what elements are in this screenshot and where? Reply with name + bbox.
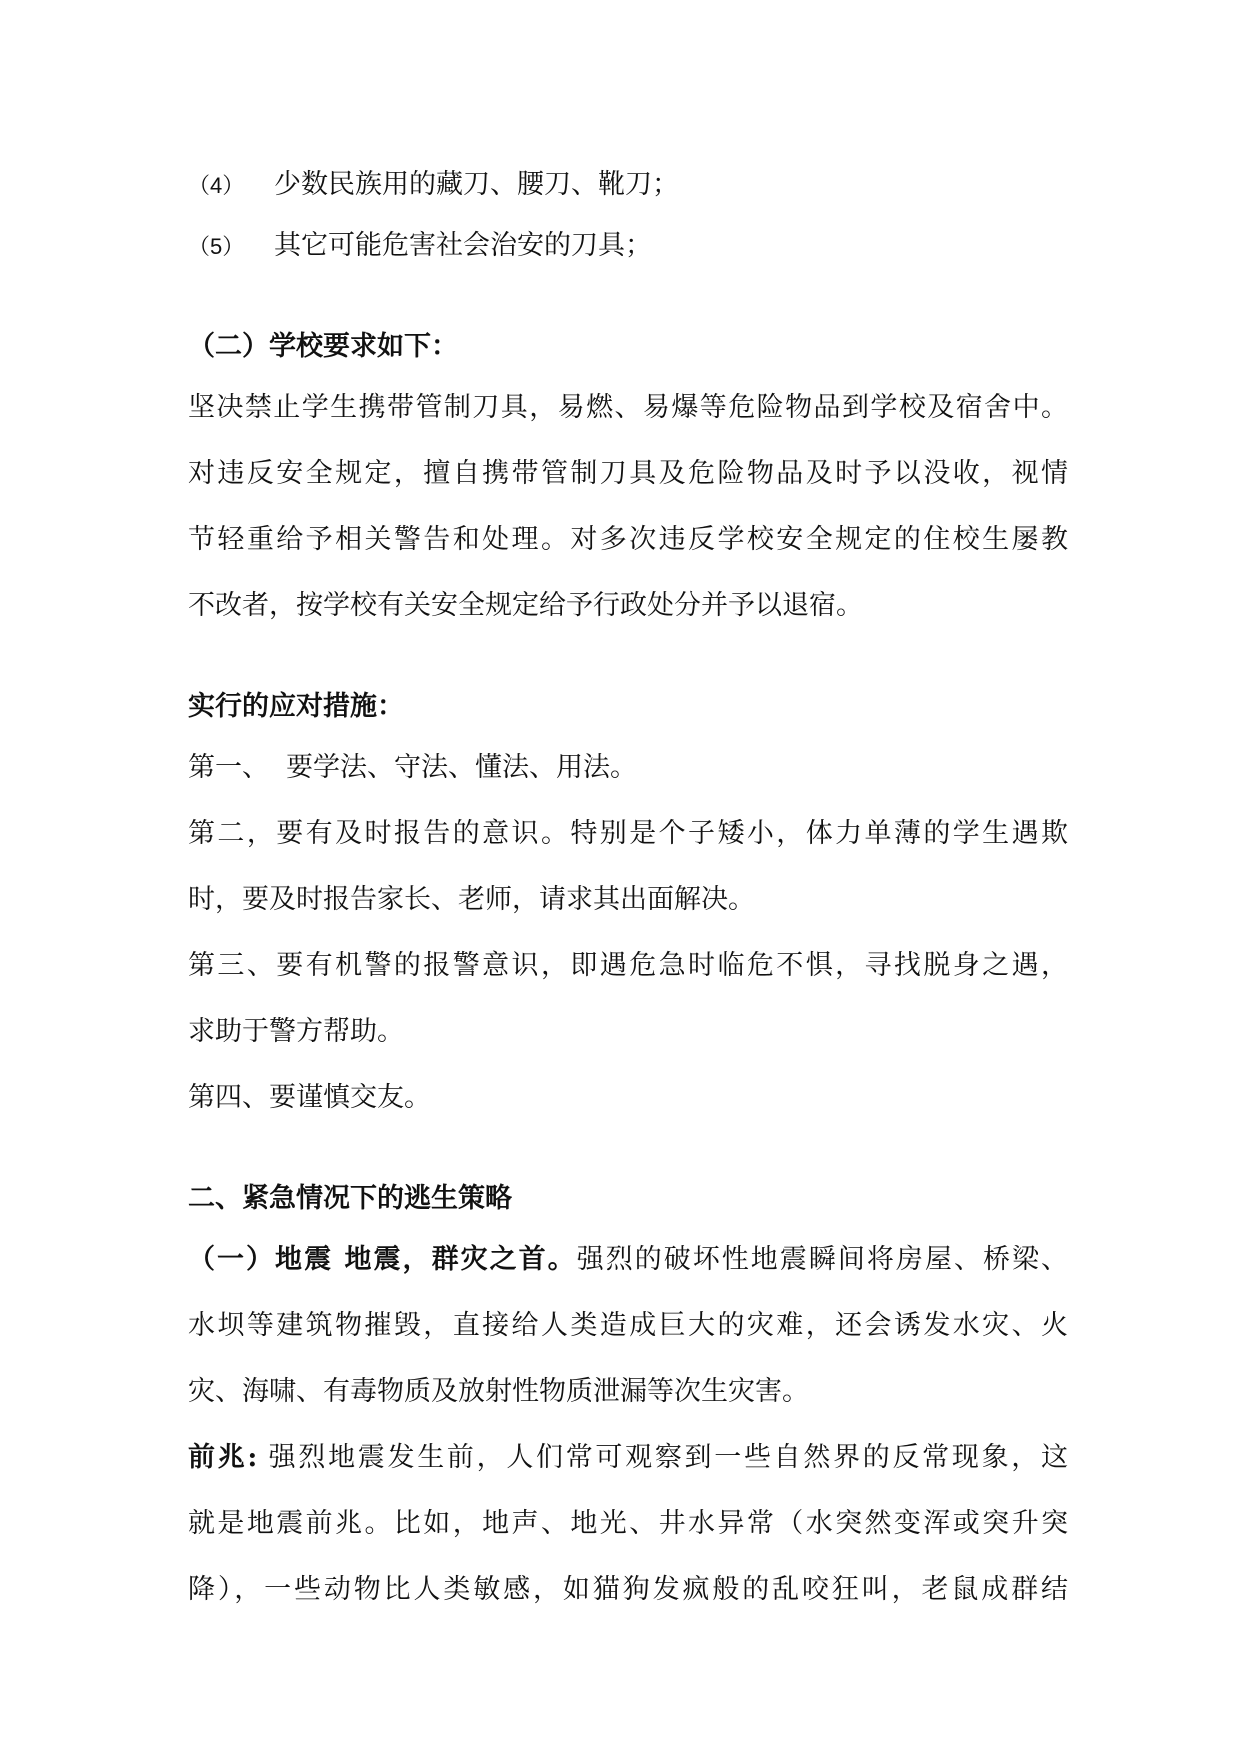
- paragraph-line: 第二，要有及时报告的意识。特别是个子矮小，体力单薄的学生遇欺: [188, 818, 1068, 849]
- list-item-5: [188, 226, 1068, 267]
- list-marker: （4）: [188, 173, 245, 198]
- school-requirements-heading: （二）学校要求如下：: [188, 331, 458, 362]
- measure-marker: 第一、: [188, 752, 269, 783]
- paragraph-line: 求助于警方帮助。: [188, 1016, 404, 1047]
- list-item-4: [188, 165, 1068, 206]
- omen-intro-text: 强烈地震发生前，人们常可观察到一些自然界的反常现象，这: [257, 1442, 1068, 1473]
- measure-item-1: [188, 748, 1068, 788]
- paragraph-line: 坚决禁止学生携带管制刀具，易燃、易爆等危险物品到学校及宿舍中。: [188, 392, 1068, 423]
- paragraph-line: 节轻重给予相关警告和处理。对多次违反学校安全规定的住校生屡教: [188, 524, 1068, 555]
- paragraph-line: 灾、海啸、有毒物质及放射性物质泄漏等次生灾害。: [188, 1376, 809, 1407]
- measure-text: 要学法、守法、懂法、用法。: [286, 752, 637, 783]
- paragraph-line: 第四、要谨慎交友。: [188, 1082, 431, 1113]
- earthquake-intro-line: [188, 1240, 1068, 1280]
- paragraph-line: 水坝等建筑物摧毁，直接给人类造成巨大的灾难，还会诱发水灾、火: [188, 1310, 1068, 1341]
- list-item-text: 其它可能危害社会治安的刀具；: [274, 230, 652, 261]
- list-marker: （5）: [188, 234, 245, 259]
- omen-intro-line: [188, 1438, 1068, 1478]
- measures-heading: 实行的应对措施：: [188, 691, 404, 722]
- earthquake-subheading: （一）地震 地震，群灾之首。: [188, 1244, 577, 1275]
- paragraph-line: 就是地震前兆。比如，地声、地光、井水异常（水突然变浑或突升突: [188, 1508, 1068, 1539]
- list-item-text: 少数民族用的藏刀、腰刀、靴刀；: [274, 169, 679, 200]
- paragraph-line: 时，要及时报告家长、老师，请求其出面解决。: [188, 884, 755, 915]
- paragraph-line: 对违反安全规定，擅自携带管制刀具及危险物品及时予以没收，视情: [188, 458, 1068, 489]
- paragraph-line: 降），一些动物比人类敏感，如猫狗发疯般的乱咬狂叫，老鼠成群结: [188, 1574, 1068, 1605]
- escape-strategy-heading: 二、紧急情况下的逃生策略: [188, 1183, 512, 1214]
- omen-label: 前兆:: [188, 1442, 258, 1473]
- paragraph-line: 第三、要有机警的报警意识，即遇危急时临危不惧，寻找脱身之遇，: [188, 950, 1068, 981]
- paragraph-line: 不改者，按学校有关安全规定给予行政处分并予以退宿。: [188, 590, 863, 621]
- earthquake-intro-text: 强烈的破坏性地震瞬间将房屋、桥梁、: [576, 1244, 1069, 1275]
